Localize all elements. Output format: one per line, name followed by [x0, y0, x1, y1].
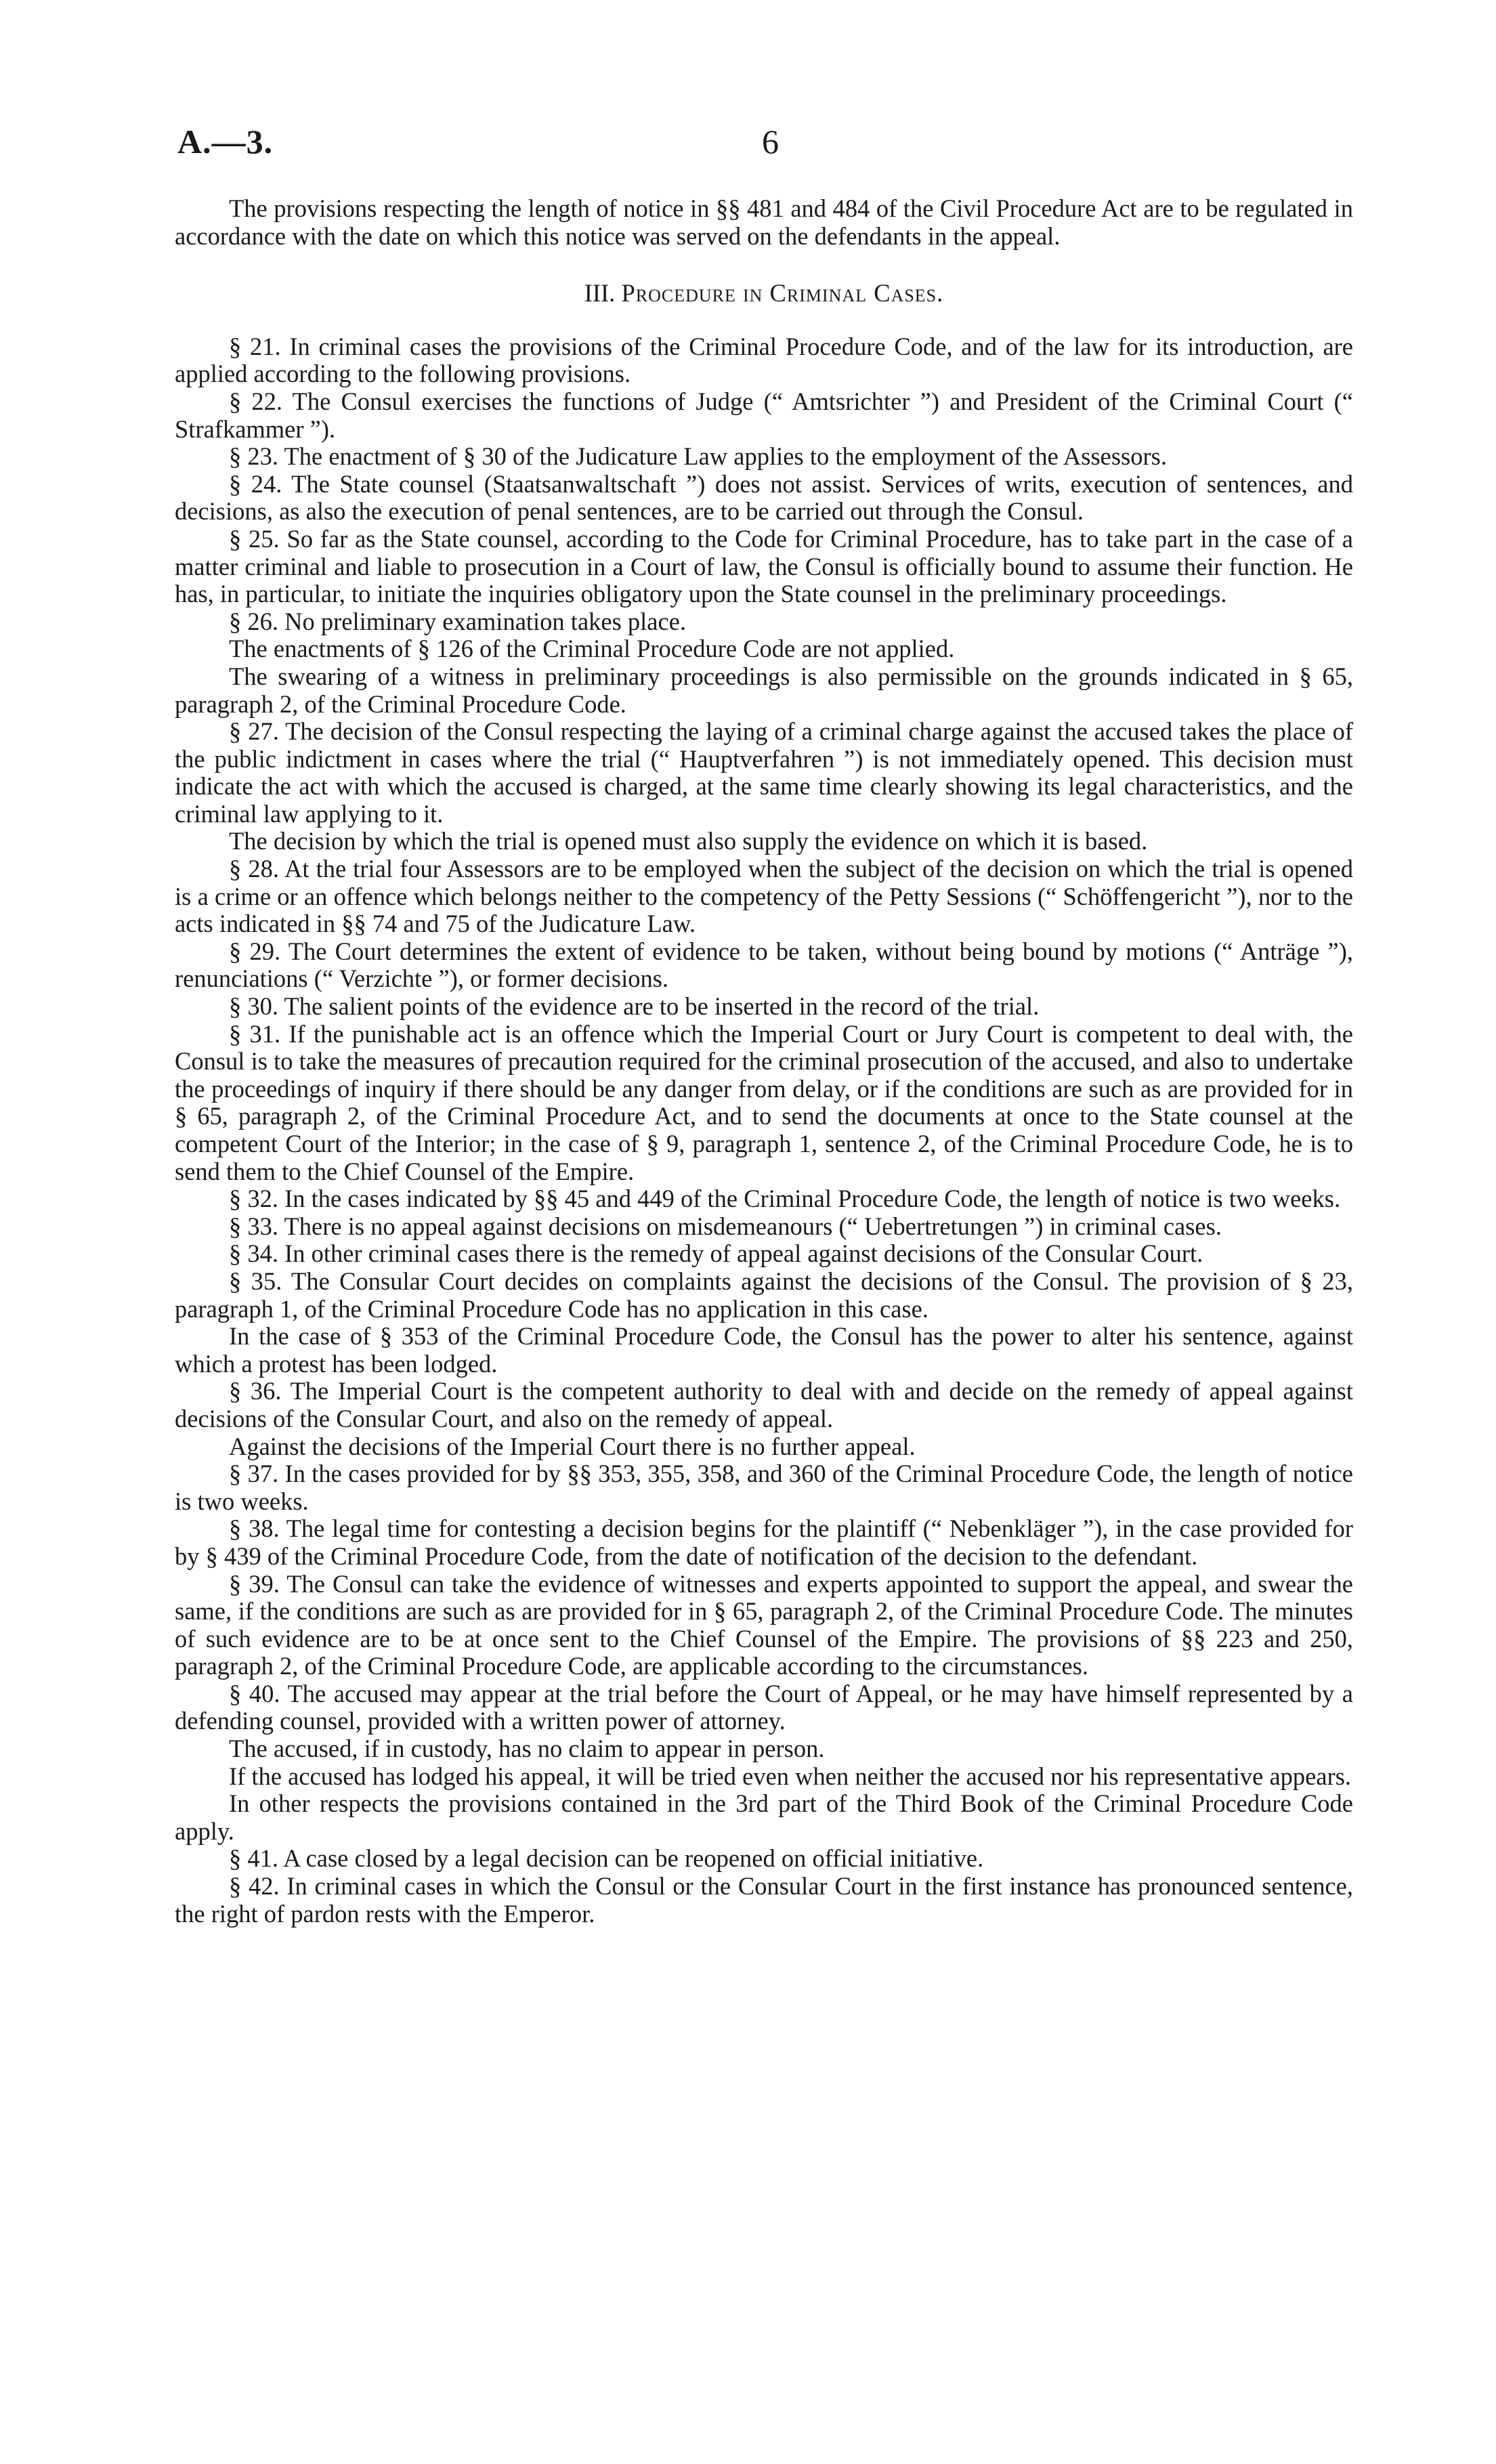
paragraph: Against the decisions of the Imperial Court there is no further appeal. — [229, 1432, 916, 1460]
paragraph: The enactments of § 126 of the Criminal Procedure Code are not applied. — [229, 635, 955, 663]
paragraph: § 37. In the cases provided for by §§ 353, 355, 358, and 360 of the Criminal Procedure Code, the length of notice is two weeks. — [175, 1460, 1353, 1515]
paragraph: § 31. If the punishable act is an offence which the Imperial Court or Jury Court is competent to deal with, the Consul is to take the measures of precaution required for the criminal prosecution of the accused, and also to undertake the proceedings of inquiry if there should be any danger from delay, or if the conditions are such as are provided for in § 65, paragraph 2, of the Criminal Procedure Act, and to send the documents at once to the State counsel at the competent Court of the Interior; in the case of § 9, paragraph 1, sentence 2, of the Criminal Procedure Code, he is to send them to the Chief Counsel of the Empire. — [175, 1019, 1353, 1185]
section-number: III. — [584, 279, 616, 307]
paragraph: § 30. The salient points of the evidence are to be inserted in the record of the trial. — [229, 992, 1040, 1021]
intro-paragraph: The provisions respecting the length of notice in §§ 481 and 484 of the Civil Procedure Act are to be regulated in accordance with the date on which this notice was served on the defendants in the appeal. — [175, 194, 1353, 250]
paragraph: § 27. The decision of the Consul respecting the laying of a criminal charge against the accused takes the place of the public indictment in cases where the trial (“ Hauptverfahren ”) is not immediately opened. This decision must indicate the act with which the accused is charged, at the same time clearly showing its legal characteristics, and the criminal law applying to it. — [175, 717, 1353, 828]
paragraph: The swearing of a witness in preliminary proceedings is also permissible on the grounds indicated in § 65, paragraph 2, of the Criminal Procedure Code. — [175, 662, 1353, 718]
paragraph: § 26. No preliminary examination takes place. — [229, 607, 687, 635]
paragraph: The accused, if in custody, has no claim to appear in person. — [229, 1735, 825, 1763]
paragraph: § 29. The Court determines the extent of evidence to be taken, without being bound by motions (“ Anträge ”), renunciations (“ Verzichte ”), or former decisions. — [175, 937, 1353, 993]
paragraph: § 35. The Consular Court decides on complaints against the decisions of the Consul. The provision of § 23, paragraph 1, of the Criminal Procedure Code has no application in this case. — [175, 1267, 1353, 1323]
paragraph: In other respects the provisions contained in the 3rd part of the Third Book of the Criminal Procedure Code apply. — [175, 1789, 1353, 1845]
page-body — [175, 195, 1353, 1928]
paragraph: § 23. The enactment of § 30 of the Judicature Law applies to the employment of the Assessors. — [229, 442, 1167, 471]
paragraph: If the accused has lodged his appeal, it will be tried even when neither the accused nor his representative appears. — [229, 1762, 1352, 1790]
paragraph: § 36. The Imperial Court is the competent authority to deal with and decide on the remedy of appeal against decisions of the Consular Court, and also on the remedy of appeal. — [175, 1377, 1353, 1432]
paragraph: § 34. In other criminal cases there is the remedy of appeal against decisions of the Consular Court. — [229, 1239, 1203, 1268]
paragraph: § 38. The legal time for contesting a decision begins for the plaintiff (“ Nebenkläger ”), in the case provided for by § 439 of the Criminal Procedure Code, from the date of notification of the decision to the defendant. — [175, 1514, 1353, 1570]
section-heading — [175, 280, 1353, 307]
paragraph: § 22. The Consul exercises the functions of Judge (“ Amtsrichter ”) and President of the Criminal Court (“ Strafkammer ”). — [175, 387, 1353, 443]
paragraph: § 33. There is no appeal against decisions on misdemeanours (“ Uebertretungen ”) in criminal cases. — [229, 1212, 1222, 1240]
paragraph: § 24. The State counsel (Staatsanwaltschaft ”) does not assist. Services of writs, execution of sentences, and decisions, as also the execution of penal sentences, are to be carried out through the Consul. — [175, 469, 1353, 526]
paragraph: § 21. In criminal cases the provisions of the Criminal Procedure Code, and of the law for its introduction, are applied according to the following provisions. — [175, 332, 1353, 388]
paragraph: In the case of § 353 of the Criminal Procedure Code, the Consul has the power to alter his sentence, against which a protest has been lodged. — [175, 1322, 1353, 1378]
document-reference: A.—3. — [177, 123, 274, 161]
paragraph: § 28. At the trial four Assessors are to be employed when the subject of the decision on which the trial is opened is a crime or an offence which belongs neither to the competency of the Petty Sessions (“ Schöffengericht ”), nor to the acts indicated in §§ 74 and 75 of the Judicature Law. — [175, 855, 1353, 938]
page-number: 6 — [762, 123, 779, 161]
page-header — [0, 0, 1496, 196]
paragraph: § 39. The Consul can take the evidence of witnesses and experts appointed to support the appeal, and swear the same, if the conditions are such as are provided for in § 65, paragraph 2, of the Criminal Procedure Code. The minutes of such evidence are to be at once sent to the Chief Counsel of the Empire. The provisions of §§ 223 and 250, paragraph 2, of the Criminal Procedure Code, are applicable according to the circumstances. — [175, 1569, 1353, 1680]
paragraph: § 32. In the cases indicated by §§ 45 and 449 of the Criminal Procedure Code, the length of notice is two weeks. — [229, 1185, 1341, 1213]
paragraph: § 40. The accused may appear at the trial before the Court of Appeal, or he may have himself represented by a defending counsel, provided with a written power of attorney. — [175, 1679, 1353, 1735]
paragraph: § 42. In criminal cases in which the Consul or the Consular Court in the first instance has pronounced sentence, the right of pardon rests with the Emperor. — [175, 1872, 1353, 1928]
paragraph-list — [175, 333, 1353, 1928]
paragraph: § 41. A case closed by a legal decision can be reopened on official initiative. — [229, 1844, 984, 1873]
section-title: Procedure in Criminal Cases. — [621, 279, 944, 307]
paragraph: § 25. So far as the State counsel, according to the Code for Criminal Procedure, has to take part in the case of a matter criminal and liable to prosecution in a Court of law, the Consul is officially bound to assume their function. He has, in particular, to initiate the inquiries obligatory upon the State counsel in the preliminary proceedings. — [175, 524, 1353, 608]
paragraph: The decision by which the trial is opened must also supply the evidence on which it is based. — [229, 827, 1148, 855]
